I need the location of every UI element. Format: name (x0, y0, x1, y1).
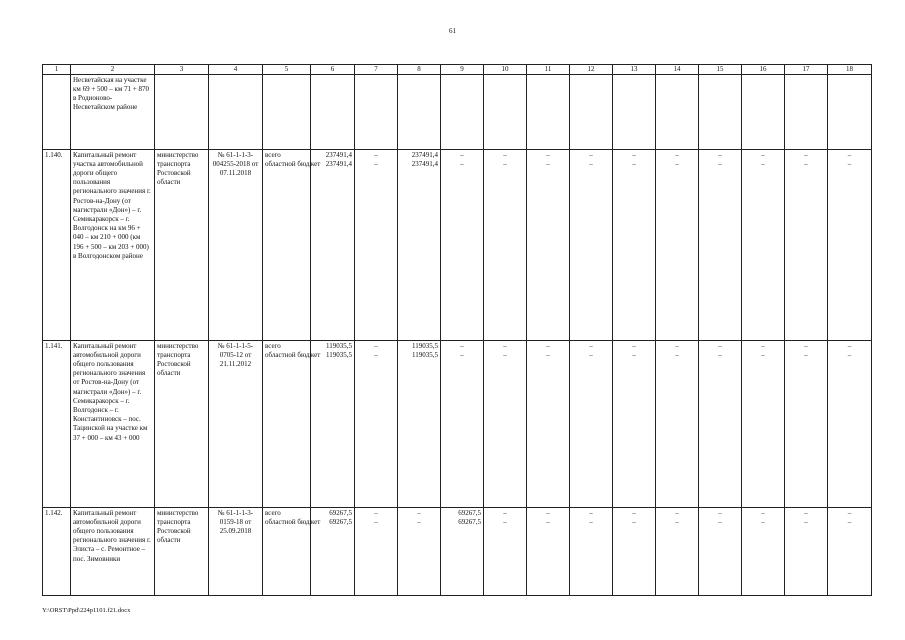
value-cell: – – (828, 507, 872, 595)
customer: министерство транспорта Ростовской области (155, 507, 209, 595)
column-number: 11 (527, 65, 570, 75)
value-cell (785, 74, 828, 149)
funding-source: всего областной бюджет (263, 340, 311, 507)
value-cell: – – (828, 149, 872, 340)
row-number: 1.142. (43, 507, 71, 595)
object-name: Капитальный ремонт участка автомобильной дороги общего пользования регионального значения г. Ростов-на-Дону (от магистрали «Дон») – г. Семикаракорск – г. Волгодонск на км 96 + 040 – км 210 + 000 (км 196 + 500 – км 203 + 000) в Волгодонском районе (71, 149, 155, 340)
value-cell: – – (484, 149, 527, 340)
funding-source: всего областной бюджет (263, 149, 311, 340)
value-cell: – – (441, 340, 484, 507)
value-cell: – – (699, 340, 742, 507)
value-cell: – – (570, 340, 613, 507)
column-number: 2 (71, 65, 155, 75)
column-number: 18 (828, 65, 872, 75)
value-cell: – – (742, 149, 785, 340)
page-number: 61 (449, 27, 456, 35)
column-number: 4 (209, 65, 263, 75)
value-cell: – – (785, 507, 828, 595)
funding-source (263, 74, 311, 149)
column-number: 1 (43, 65, 71, 75)
value-cell: – – (398, 507, 441, 595)
object-name: Капитальный ремонт автомобильной дороги общего пользования регионального значения от Ростов-на-Дону (от магистрали «Дон») – г. Семикаракорск – г. Волгодонск – г. Константиновск – пос. Тацинской на участке км 37 + 000 – км 43 + 000 (71, 340, 155, 507)
value-cell: 237491,4 237491,4 (311, 149, 355, 340)
row-number (43, 74, 71, 149)
value-cell: – – (742, 340, 785, 507)
value-cell: 69267,5 69267,5 (441, 507, 484, 595)
column-number: 6 (311, 65, 355, 75)
table-row (43, 340, 872, 507)
row-number: 1.140. (43, 149, 71, 340)
value-cell: – – (742, 507, 785, 595)
value-cell: – – (527, 149, 570, 340)
object-name: Несветайская на участке км 69 + 500 – км 71 + 870 в Родионово-Несветайском районе (71, 74, 155, 149)
value-cell: – – (613, 340, 656, 507)
value-cell: – – (613, 149, 656, 340)
column-number: 15 (699, 65, 742, 75)
column-number: 9 (441, 65, 484, 75)
column-number: 3 (155, 65, 209, 75)
file-path-footer: Y:\ORST\Ppd\224p1101.f21.docx (42, 607, 131, 614)
column-number: 17 (785, 65, 828, 75)
customer: министерство транспорта Ростовской области (155, 340, 209, 507)
column-number: 10 (484, 65, 527, 75)
column-number: 16 (742, 65, 785, 75)
column-number: 13 (613, 65, 656, 75)
value-cell (699, 74, 742, 149)
value-cell: – – (484, 507, 527, 595)
column-number: 8 (398, 65, 441, 75)
column-number: 12 (570, 65, 613, 75)
column-number: 14 (656, 65, 699, 75)
value-cell (398, 74, 441, 149)
budget-table (42, 64, 872, 596)
object-name: Капитальный ремонт автомобильной дороги общего пользования регионального значения г. Элиста – с. Ремонтное – пос. Зимовники (71, 507, 155, 595)
value-cell: – – (570, 149, 613, 340)
value-cell: – – (699, 149, 742, 340)
value-cell: – – (527, 340, 570, 507)
value-cell: – – (699, 507, 742, 595)
value-cell: – – (484, 340, 527, 507)
value-cell: – – (355, 340, 398, 507)
value-cell (441, 74, 484, 149)
column-number-row (43, 65, 872, 75)
value-cell: – – (441, 149, 484, 340)
value-cell: – – (355, 507, 398, 595)
value-cell: 69267,5 69267,5 (311, 507, 355, 595)
table-row (43, 74, 872, 149)
customer (155, 74, 209, 149)
value-cell: – – (656, 340, 699, 507)
value-cell (570, 74, 613, 149)
row-number: 1.141. (43, 340, 71, 507)
value-cell (527, 74, 570, 149)
value-cell: – – (828, 340, 872, 507)
value-cell: – – (785, 149, 828, 340)
value-cell: 237491,4 237491,4 (398, 149, 441, 340)
table-row (43, 507, 872, 595)
value-cell (311, 74, 355, 149)
value-cell: – – (570, 507, 613, 595)
value-cell (656, 74, 699, 149)
value-cell: – – (656, 507, 699, 595)
column-number: 5 (263, 65, 311, 75)
expertise-doc: № 61-1-1-3-004255-2018 от 07.11.2018 (209, 149, 263, 340)
value-cell: – – (355, 149, 398, 340)
funding-source: всего областной бюджет (263, 507, 311, 595)
value-cell: – – (527, 507, 570, 595)
value-cell (742, 74, 785, 149)
value-cell (355, 74, 398, 149)
value-cell: – – (613, 507, 656, 595)
expertise-doc: № 61-1-1-3-0159-18 от 25.09.2018 (209, 507, 263, 595)
table-row (43, 149, 872, 340)
value-cell: – – (656, 149, 699, 340)
value-cell (613, 74, 656, 149)
value-cell: – – (785, 340, 828, 507)
expertise-doc: № 61-1-1-5-0705-12 от 21.11.2012 (209, 340, 263, 507)
value-cell: 119035,5 119035,5 (311, 340, 355, 507)
value-cell: 119035,5 119035,5 (398, 340, 441, 507)
value-cell (828, 74, 872, 149)
value-cell (484, 74, 527, 149)
column-number: 7 (355, 65, 398, 75)
expertise-doc (209, 74, 263, 149)
customer: министерство транспорта Ростовской области (155, 149, 209, 340)
